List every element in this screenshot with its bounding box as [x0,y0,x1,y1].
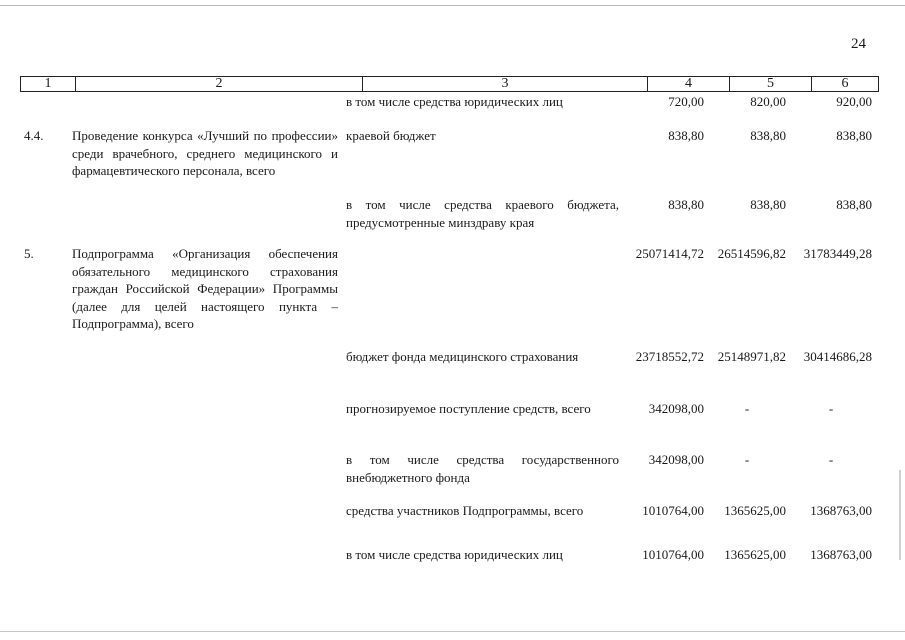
value-col6: 838,80 [836,128,872,143]
value-col4: 1010764,00 [642,503,704,518]
value-col6: - [828,401,834,416]
value-col4: 838,80 [668,128,704,143]
table-header-row [20,76,879,92]
value-col5: 1365625,00 [724,503,786,518]
value-col5: 820,00 [750,94,786,109]
column-header-1: 1 [44,76,52,91]
funding-source: прогнозируемое поступление средств, всего [346,401,591,416]
scan-edge-bottom [0,631,905,632]
value-col5: - [744,452,750,467]
scan-edge-right [899,470,901,560]
funding-source: краевой бюджет [346,128,436,143]
funding-source: в том числе средства юридических лиц [346,547,563,562]
value-col4: 342098,00 [648,401,704,416]
item-number: 4.4. [24,128,44,143]
column-header-6: 6 [811,77,878,91]
column-header-5: 5 [729,77,811,91]
value-col4: 838,80 [668,197,704,212]
value-col6: - [828,452,834,467]
funding-source: бюджет фонда медицинского страхования [346,349,579,364]
column-header-3: 3 [362,77,647,91]
item-number: 5. [24,246,34,261]
value-col5: 25148971,82 [717,349,786,364]
value-col5: 1365625,00 [724,547,786,562]
column-header-4: 4 [647,77,729,91]
value-col6: 838,80 [836,197,872,212]
page-number: 24 [851,36,866,52]
scan-edge-top [0,5,905,6]
item-description: Проведение конкурса «Лучший по профессии» среди врачебного, среднего медицинского и фармацевтического персонала, всего [72,128,338,178]
funding-source: в том числе средства юридических лиц [346,94,563,109]
value-col5: 26514596,82 [717,246,786,261]
funding-source: в том числе средства краевого бюджета, предусмотренные минздраву края [346,197,619,230]
funding-source: в том числе средства государственного внебюджетного фонда [346,452,619,485]
value-col5: - [744,401,750,416]
value-col5: 838,80 [750,197,786,212]
value-col4: 1010764,00 [642,547,704,562]
value-col6: 30414686,28 [803,349,872,364]
value-col5: 838,80 [750,128,786,143]
column-header-2: 2 [75,77,362,91]
funding-source: средства участников Подпрограммы, всего [346,503,584,518]
value-col6: 1368763,00 [810,503,872,518]
value-col6: 920,00 [836,94,872,109]
value-col4: 23718552,72 [635,349,704,364]
item-description: Подпрограмма «Организация обеспечения обязательного медицинского страхования граждан Российской Федерации» Программы (далее для целей настоящего пункта – Подпрограмма), всего [72,246,338,331]
value-col4: 25071414,72 [635,246,704,261]
value-col6: 31783449,28 [803,246,872,261]
value-col4: 342098,00 [648,452,704,467]
value-col6: 1368763,00 [810,547,872,562]
value-col4: 720,00 [668,94,704,109]
